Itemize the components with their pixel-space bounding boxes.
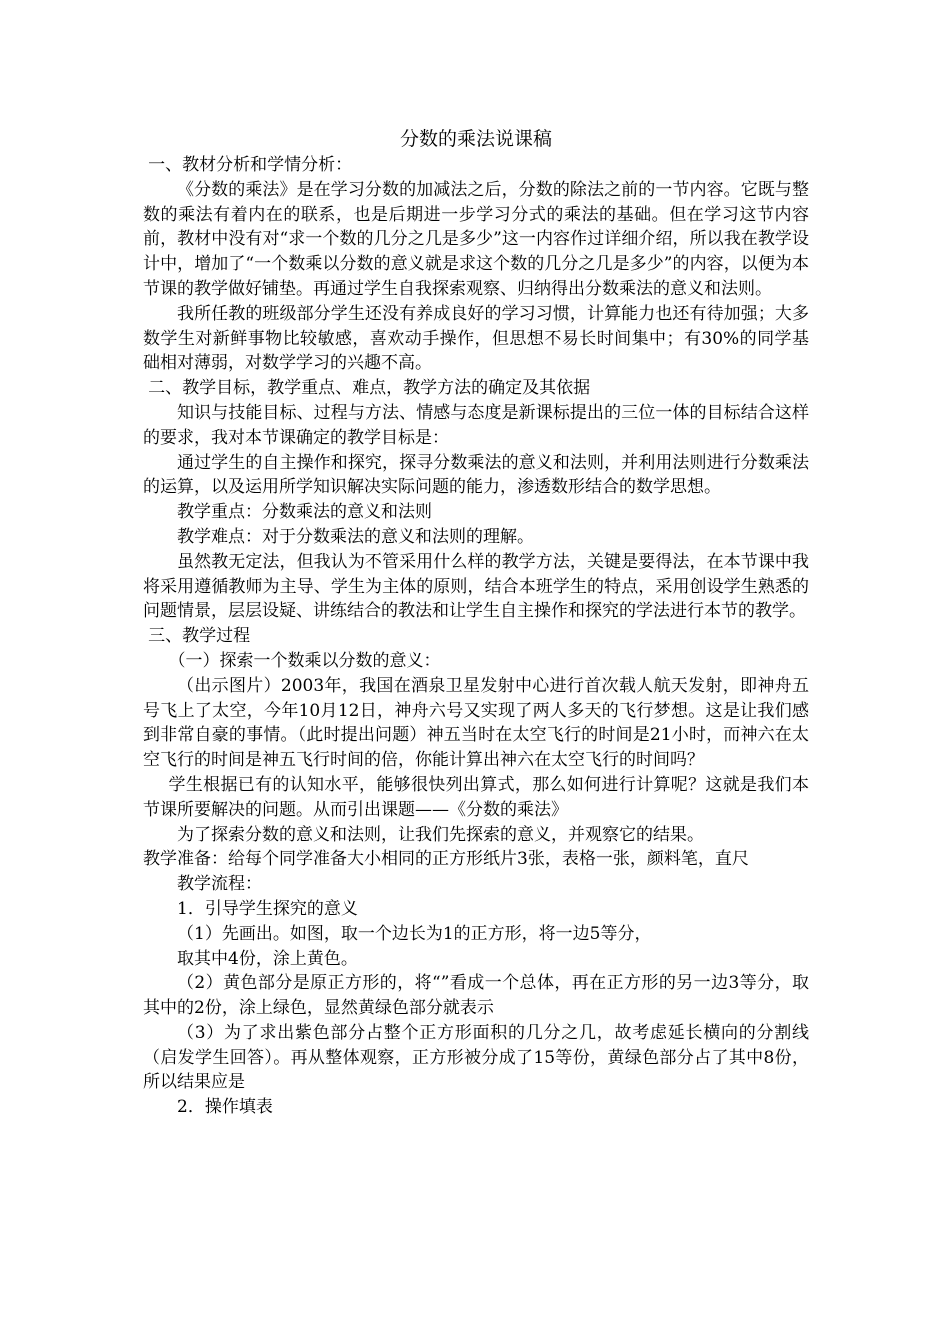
- paragraph: 2．操作填表: [177, 1097, 273, 1118]
- document-page: [143, 126, 809, 1120]
- paragraph: 学生根据已有的认知水平，能够很快列出算式，那么如何进行计算呢？这就是我们本节课所要解决的问题。从而引出课题——《分数的乘法》: [143, 774, 809, 820]
- paragraph: 教学准备：给每个同学准备大小相同的正方形纸片3张，表格一张，颜料笔，直尺: [143, 849, 749, 870]
- paragraph: 虽然教无定法，但我认为不管采用什么样的教学方法，关键是要得法，在本节课中我将采用遵循教师为主导、学生为主体的原则，结合本班学生的特点，采用创设学生熟悉的问题情景，层层设疑、讲练结合的教法和让学生自主操作和探究的学法进行本节的教学。: [143, 551, 809, 622]
- paragraph: （出示图片）2003年，我国在酒泉卫星发射中心进行首次载人航天发射，即神舟五号飞上了太空，今年10月12日，神舟六号又实现了两人多天的飞行梦想。这是让我们感到非常自豪的事情。（此时提出问题）神五当时在太空飞行的时间是21小时，而神六在太空飞行的时间是神五飞行时间的倍，你能计算出神六在太空飞行的时间吗？: [143, 675, 809, 771]
- document-title: 分数的乘法说课稿: [399, 128, 552, 150]
- paragraph: （1）先画出。如图，取一个边长为1的正方形，将一边5等分，: [177, 923, 652, 944]
- paragraph: 通过学生的自主操作和探究，探寻分数乘法的意义和法则，并利用法则进行分数乘法的运算，以及运用所学知识解决实际问题的能力，渗透数形结合的数学思想。: [143, 452, 809, 498]
- paragraph: 我所任教的班级部分学生还没有养成良好的学习习惯，计算能力也还有待加强；大多数学生对新鲜事物比较敏感，喜欢动手操作，但思想不易长时间集中；有30%的同学基础相对薄弱，对数学学习的兴趣不高。: [143, 303, 809, 374]
- paragraph: （3）为了求出紫色部分占整个正方形面积的几分之几，故考虑延长横向的分割线（启发学生回答）。再从整体观察，正方形被分成了15等份，黄绿色部分占了其中8份，所以结果应是: [143, 1022, 809, 1093]
- paragraph: 《分数的乘法》是在学习分数的加减法之后，分数的除法之前的一节内容。它既与整数的乘法有着内在的联系，也是后期进一步学习分式的乘法的基础。但在学习这节内容前，教材中没有对“求一个数的几分之几是多少”这一内容作过详细介绍，所以我在教学设计中，增加了“一个数乘以分数的意义就是求这个数的几分之几是多少”的内容，以便为本节课的教学做好铺垫。再通过学生自我探索观察、归纳得出分数乘法的意义和法则。: [143, 179, 809, 299]
- paragraph: 取其中4份，涂上黄色。: [177, 948, 358, 969]
- paragraph: （一）探索一个数乘以分数的意义：: [168, 650, 441, 671]
- section-heading: 三、教学过程: [148, 626, 251, 647]
- paragraph: 知识与技能目标、过程与方法、情感与态度是新课标提出的三位一体的目标结合这样的要求，我对本节课确定的教学目标是：: [143, 402, 809, 448]
- paragraph: 教学流程：: [177, 874, 262, 895]
- paragraph: 教学难点：对于分数乘法的意义和法则的理解。: [177, 526, 534, 547]
- paragraph: 教学重点：分数乘法的意义和法则: [177, 502, 432, 523]
- paragraph: 为了探索分数的意义和法则，让我们先探索的意义，并观察它的结果。: [177, 824, 704, 845]
- section-heading: 二、教学目标，教学重点、难点，教学方法的确定及其依据: [148, 378, 591, 399]
- paragraph: （2）黄色部分是原正方形的，将“”看成一个总体，再在正方形的另一边3等分，取其中的2份，涂上绿色，显然黄绿色部分就表示: [143, 973, 809, 1019]
- section-heading: 一、教材分析和学情分析：: [148, 155, 353, 175]
- document-body: [143, 153, 809, 1120]
- paragraph: 1．引导学生探究的意义: [177, 898, 358, 919]
